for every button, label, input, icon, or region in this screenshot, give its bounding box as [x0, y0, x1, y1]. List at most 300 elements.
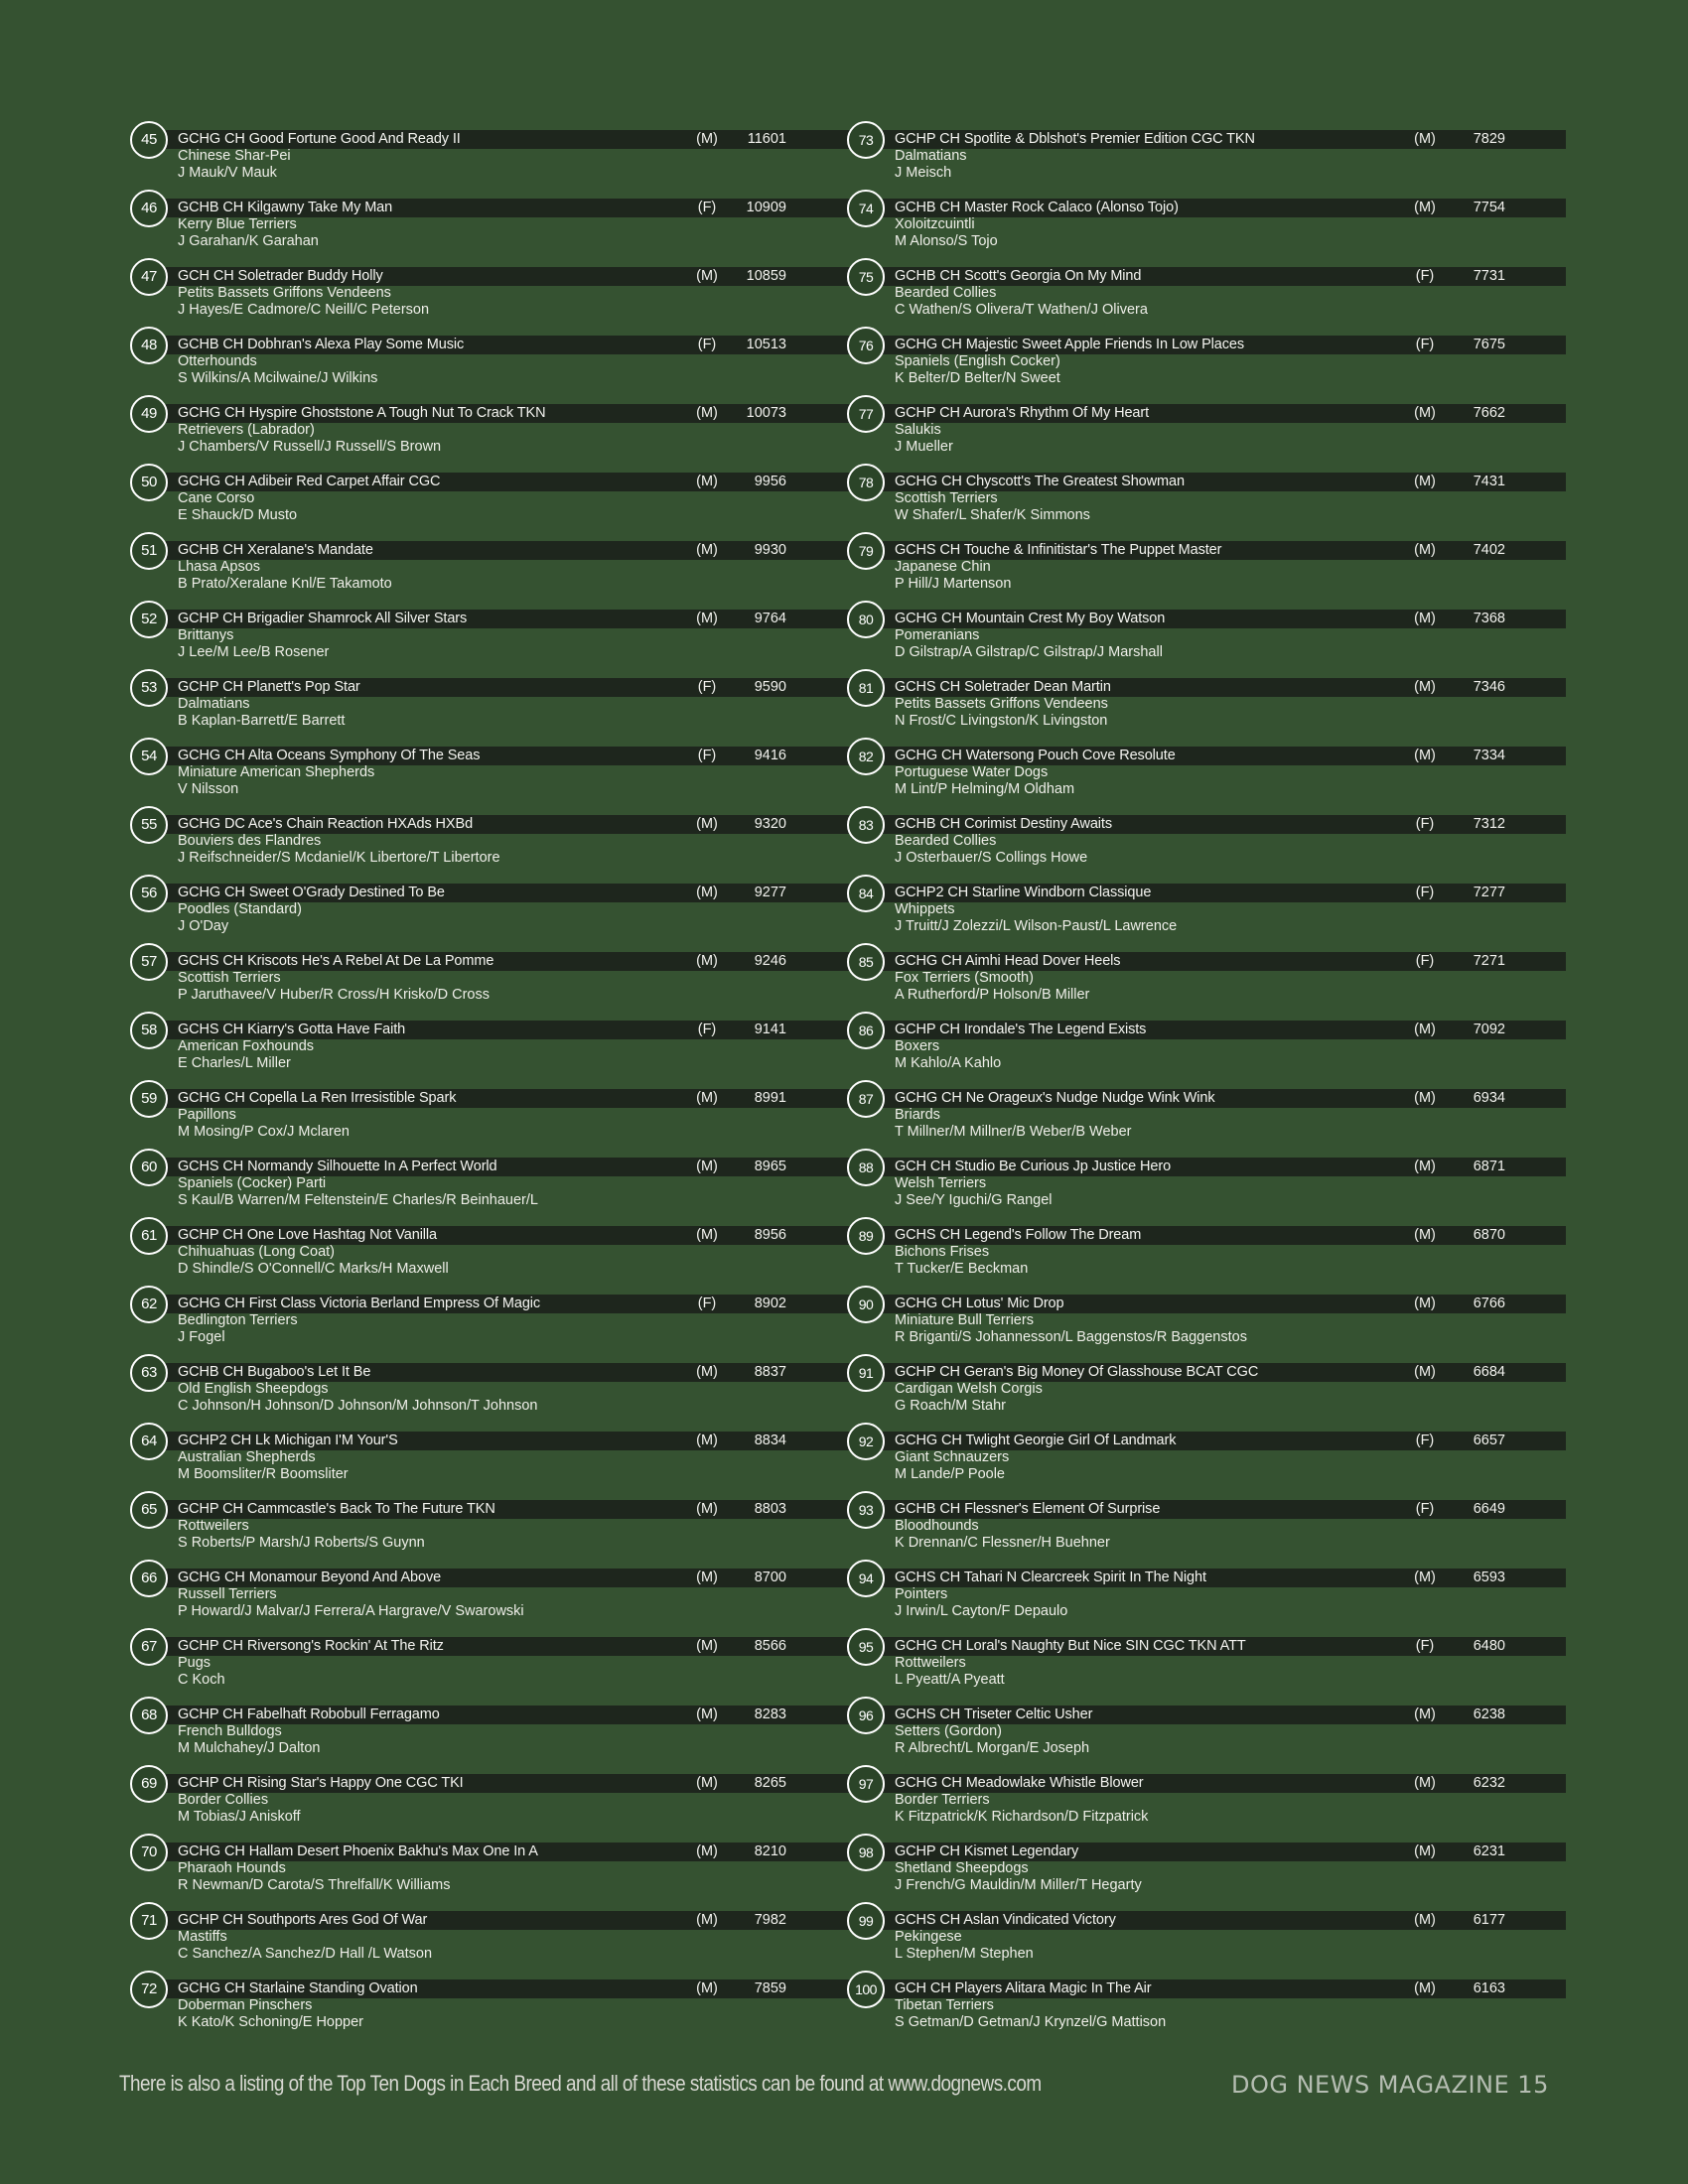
dog-name: GCHS CH Soletrader Dean Martin	[895, 679, 1111, 695]
dog-breed: Spaniels (English Cocker)	[895, 353, 1060, 369]
dog-owners: T Millner/M Millner/B Weber/B Weber	[895, 1124, 1132, 1140]
dog-name: GCHP2 CH Starline Windborn Classique	[895, 885, 1152, 900]
ranking-entry	[847, 395, 1582, 464]
dog-owners: J See/Y Iguchi/G Rangel	[895, 1192, 1053, 1208]
ranking-entry	[130, 1765, 865, 1834]
dog-sex: (M)	[696, 1364, 718, 1380]
points-value: 10909	[746, 200, 786, 215]
dog-owners: S Kaul/B Warren/M Feltenstein/E Charles/R Beinhauer/L	[178, 1192, 538, 1208]
dog-owners: T Tucker/E Beckman	[895, 1261, 1029, 1277]
dog-name: GCHP CH Rising Star's Happy One CGC TKI	[178, 1775, 464, 1791]
rank-badge: 48	[130, 327, 168, 364]
points-value: 7731	[1473, 268, 1505, 284]
rank-badge: 49	[130, 395, 168, 433]
rank-badge: 92	[847, 1423, 885, 1460]
dog-sex: (M)	[696, 611, 718, 626]
dog-breed: Rottweilers	[895, 1655, 966, 1671]
dog-sex: (M)	[1414, 405, 1436, 421]
ranking-entry	[847, 1834, 1582, 1902]
ranking-entry	[130, 121, 865, 190]
dog-breed: Welsh Terriers	[895, 1175, 987, 1191]
ranking-entry	[847, 1628, 1582, 1697]
dog-sex: (M)	[696, 268, 718, 284]
points-value: 8991	[754, 1090, 786, 1106]
dog-breed: Whippets	[895, 901, 955, 917]
ranking-entry	[847, 532, 1582, 601]
dog-breed: Chihuahuas (Long Coat)	[178, 1244, 335, 1260]
dog-breed: Otterhounds	[178, 353, 257, 369]
dog-breed: American Foxhounds	[178, 1038, 315, 1054]
dog-breed: Bearded Collies	[895, 285, 997, 301]
rank-badge: 91	[847, 1354, 885, 1392]
rank-badge: 86	[847, 1012, 885, 1049]
dog-name: GCHP CH Kismet Legendary	[895, 1843, 1079, 1859]
dog-name: GCHG DC Ace's Chain Reaction HXAds HXBd	[178, 816, 474, 832]
points-value: 9590	[754, 679, 786, 695]
dog-name: GCHG CH Watersong Pouch Cove Resolute	[895, 748, 1176, 763]
dog-owners: C Koch	[178, 1672, 225, 1688]
rank-badge: 63	[130, 1354, 168, 1392]
points-value: 7277	[1473, 885, 1505, 900]
dog-name: GCHP2 CH Lk Michigan I'M Your'S	[178, 1433, 398, 1448]
points-value: 6593	[1473, 1570, 1505, 1585]
ranking-entry	[130, 1080, 865, 1149]
dog-breed: Spaniels (Cocker) Parti	[178, 1175, 327, 1191]
rank-badge: 53	[130, 669, 168, 707]
points-value: 11601	[747, 131, 786, 147]
dog-sex: (M)	[1414, 200, 1436, 215]
points-value: 9246	[754, 953, 786, 969]
dog-sex: (F)	[1415, 953, 1435, 969]
dog-owners: C Sanchez/A Sanchez/D Hall /L Watson	[178, 1946, 433, 1962]
dog-sex: (M)	[1414, 1980, 1436, 1996]
dog-name: GCHP CH Planett's Pop Star	[178, 679, 360, 695]
dog-owners: L Pyeatt/A Pyeatt	[895, 1672, 1005, 1688]
dog-owners: P Howard/J Malvar/J Ferrera/A Hargrave/V Swarowski	[178, 1603, 524, 1619]
dog-sex: (M)	[696, 1980, 718, 1996]
ranking-entry	[847, 601, 1582, 669]
dog-sex: (M)	[696, 953, 718, 969]
dog-owners: V Nilsson	[178, 781, 239, 797]
dog-sex: (M)	[696, 1090, 718, 1106]
ranking-entry	[847, 1971, 1582, 2039]
dog-sex: (M)	[696, 131, 718, 147]
dog-breed: Russell Terriers	[178, 1586, 277, 1602]
dog-breed: Portuguese Water Dogs	[895, 764, 1049, 780]
ranking-entry	[847, 1423, 1582, 1491]
rank-badge: 88	[847, 1149, 885, 1186]
dog-owners: P Hill/J Martenson	[895, 576, 1012, 592]
ranking-entry	[130, 1491, 865, 1560]
dog-owners: J Irwin/L Cayton/F Depaulo	[895, 1603, 1068, 1619]
ranking-entry	[847, 1286, 1582, 1354]
rank-badge: 52	[130, 601, 168, 638]
ranking-entry	[847, 327, 1582, 395]
dog-sex: (M)	[1414, 748, 1436, 763]
points-value: 10073	[746, 405, 786, 421]
ranking-entry	[847, 464, 1582, 532]
dog-sex: (M)	[1414, 1090, 1436, 1106]
points-value: 6766	[1473, 1296, 1505, 1311]
dog-sex: (M)	[696, 1159, 718, 1174]
points-value: 6231	[1473, 1843, 1505, 1859]
ranking-entry	[130, 532, 865, 601]
ranking-entry	[130, 327, 865, 395]
rank-badge: 95	[847, 1628, 885, 1666]
rank-badge: 71	[130, 1902, 168, 1940]
dog-sex: (F)	[1415, 1501, 1435, 1517]
dog-sex: (M)	[696, 1775, 718, 1791]
dog-owners: J Meisch	[895, 165, 952, 181]
rank-badge: 50	[130, 464, 168, 501]
ranking-entry	[130, 875, 865, 943]
rank-badge: 82	[847, 738, 885, 775]
rank-badge: 70	[130, 1834, 168, 1871]
rank-badge: 62	[130, 1286, 168, 1323]
dog-breed: Poodles (Standard)	[178, 901, 302, 917]
ranking-entry	[847, 1012, 1582, 1080]
dog-breed: Border Terriers	[895, 1792, 990, 1808]
dog-owners: M Lint/P Helming/M Oldham	[895, 781, 1075, 797]
dog-name: GCHG CH Alta Oceans Symphony Of The Seas	[178, 748, 481, 763]
rank-badge: 77	[847, 395, 885, 433]
dog-owners: C Wathen/S Olivera/T Wathen/J Olivera	[895, 302, 1148, 318]
footer-note: There is also a listing of the Top Ten Dogs in Each Breed and all of these statistics can be found at www.dognews.com	[119, 2071, 1042, 2096]
points-value: 7829	[1473, 131, 1505, 147]
dog-breed: Cane Corso	[178, 490, 255, 506]
dog-breed: Pomeranians	[895, 627, 980, 643]
rank-badge: 78	[847, 464, 885, 501]
ranking-entry	[130, 1012, 865, 1080]
dog-owners: N Frost/C Livingston/K Livingston	[895, 713, 1108, 729]
rank-badge: 74	[847, 190, 885, 227]
dog-breed: Pugs	[178, 1655, 211, 1671]
dog-name: GCHG CH First Class Victoria Berland Empress Of Magic	[178, 1296, 541, 1311]
points-value: 7402	[1473, 542, 1505, 558]
dog-name: GCHS CH Legend's Follow The Dream	[895, 1227, 1142, 1243]
dog-name: GCHG CH Sweet O'Grady Destined To Be	[178, 885, 445, 900]
ranking-entry	[847, 1560, 1582, 1628]
dog-name: GCHG CH Meadowlake Whistle Blower	[895, 1775, 1144, 1791]
ranking-entry	[847, 1354, 1582, 1423]
dog-breed: Doberman Pinschers	[178, 1997, 313, 2013]
dog-name: GCH CH Soletrader Buddy Holly	[178, 268, 383, 284]
dog-owners: R Albrecht/L Morgan/E Joseph	[895, 1740, 1090, 1756]
dog-owners: M Tobias/J Aniskoff	[178, 1809, 301, 1825]
dog-name: GCHP CH Spotlite & Dblshot's Premier Edition CGC TKN	[895, 131, 1255, 147]
rank-badge: 85	[847, 943, 885, 981]
points-value: 6480	[1473, 1638, 1505, 1654]
dog-name: GCHG CH Loral's Naughty But Nice SIN CGC TKN ATT	[895, 1638, 1246, 1654]
dog-name: GCHB CH Bugaboo's Let It Be	[178, 1364, 371, 1380]
dog-owners: R Newman/D Carota/S Threlfall/K Williams	[178, 1877, 451, 1893]
points-value: 7675	[1473, 337, 1505, 352]
dog-sex: (M)	[696, 405, 718, 421]
dog-sex: (M)	[1414, 1159, 1436, 1174]
dog-sex: (F)	[1415, 337, 1435, 352]
dog-name: GCHP CH Geran's Big Money Of Glasshouse BCAT CGC	[895, 1364, 1259, 1380]
dog-owners: S Wilkins/A Mcilwaine/J Wilkins	[178, 370, 378, 386]
dog-owners: B Kaplan-Barrett/E Barrett	[178, 713, 346, 729]
dog-breed: French Bulldogs	[178, 1723, 282, 1739]
dog-breed: Tibetan Terriers	[895, 1997, 994, 2013]
dog-sex: (M)	[1414, 1364, 1436, 1380]
rank-badge: 76	[847, 327, 885, 364]
dog-owners: M Kahlo/A Kahlo	[895, 1055, 1002, 1071]
points-value: 7431	[1473, 474, 1505, 489]
ranking-entry	[847, 1491, 1582, 1560]
dog-owners: S Roberts/P Marsh/J Roberts/S Guynn	[178, 1535, 425, 1551]
dog-name: GCHS CH Aslan Vindicated Victory	[895, 1912, 1116, 1928]
points-value: 8210	[754, 1843, 786, 1859]
rank-badge: 47	[130, 258, 168, 296]
dog-owners: P Jaruthavee/V Huber/R Cross/H Krisko/D Cross	[178, 987, 491, 1003]
rank-badge: 79	[847, 532, 885, 570]
rank-badge: 69	[130, 1765, 168, 1803]
ranking-entry	[130, 1697, 865, 1765]
dog-owners: J Chambers/V Russell/J Russell/S Brown	[178, 439, 442, 455]
ranking-entry	[130, 1423, 865, 1491]
dog-breed: Old English Sheepdogs	[178, 1381, 329, 1397]
ranking-entry	[130, 669, 865, 738]
dog-name: GCHG CH Chyscott's The Greatest Showman	[895, 474, 1185, 489]
rank-badge: 97	[847, 1765, 885, 1803]
rank-badge: 68	[130, 1697, 168, 1734]
dog-name: GCHB CH Master Rock Calaco (Alonso Tojo)	[895, 200, 1179, 215]
points-value: 9320	[754, 816, 786, 832]
points-value: 7754	[1473, 200, 1505, 215]
ranking-entry	[130, 190, 865, 258]
dog-name: GCHP CH One Love Hashtag Not Vanilla	[178, 1227, 438, 1243]
dog-name: GCH CH Players Alitara Magic In The Air	[895, 1980, 1152, 1996]
points-value: 9277	[754, 885, 786, 900]
dog-name: GCHG CH Aimhi Head Dover Heels	[895, 953, 1121, 969]
ranking-entry	[130, 1149, 865, 1217]
dog-sex: (M)	[696, 1501, 718, 1517]
dog-name: GCHB CH Corimist Destiny Awaits	[895, 816, 1113, 832]
dog-owners: M Mosing/P Cox/J Mclaren	[178, 1124, 350, 1140]
rank-badge: 59	[130, 1080, 168, 1118]
points-value: 6684	[1473, 1364, 1505, 1380]
points-value: 7334	[1473, 748, 1505, 763]
rank-badge: 60	[130, 1149, 168, 1186]
rank-badge: 64	[130, 1423, 168, 1460]
dog-name: GCHG CH Copella La Ren Irresistible Spark	[178, 1090, 457, 1106]
dog-breed: Pointers	[895, 1586, 948, 1602]
rank-badge: 96	[847, 1697, 885, 1734]
points-value: 9416	[754, 748, 786, 763]
points-value: 6657	[1473, 1433, 1505, 1448]
dog-breed: Retrievers (Labrador)	[178, 422, 315, 438]
points-value: 6177	[1473, 1912, 1505, 1928]
dog-name: GCHP CH Fabelhaft Robobull Ferragamo	[178, 1706, 440, 1722]
dog-breed: Scottish Terriers	[178, 970, 281, 986]
dog-name: GCHG CH Twlight Georgie Girl Of Landmark	[895, 1433, 1177, 1448]
dog-breed: Brittanys	[178, 627, 234, 643]
dog-owners: M Lande/P Poole	[895, 1466, 1005, 1482]
dog-name: GCHP CH Cammcastle's Back To The Future TKN	[178, 1501, 495, 1517]
rank-badge: 83	[847, 806, 885, 844]
points-value: 6232	[1473, 1775, 1505, 1791]
dog-sex: (M)	[696, 1227, 718, 1243]
dog-breed: Petits Bassets Griffons Vendeens	[895, 696, 1108, 712]
dog-owners: M Alonso/S Tojo	[895, 233, 998, 249]
rank-badge: 100	[847, 1971, 885, 2008]
dog-owners: A Rutherford/P Holson/B Miller	[895, 987, 1090, 1003]
dog-breed: Pharaoh Hounds	[178, 1860, 286, 1876]
dog-breed: Bouviers des Flandres	[178, 833, 322, 849]
points-value: 8283	[754, 1706, 786, 1722]
dog-sex: (M)	[696, 1638, 718, 1654]
ranking-entry	[130, 1286, 865, 1354]
dog-sex: (M)	[696, 1706, 718, 1722]
rank-badge: 45	[130, 121, 168, 159]
rank-badge: 99	[847, 1902, 885, 1940]
dog-name: GCHB CH Dobhran's Alexa Play Some Music	[178, 337, 465, 352]
ranking-entry	[130, 738, 865, 806]
dog-breed: Papillons	[178, 1107, 236, 1123]
dog-owners: K Kato/K Schoning/E Hopper	[178, 2014, 364, 2030]
points-value: 8902	[754, 1296, 786, 1311]
points-value: 6870	[1473, 1227, 1505, 1243]
dog-sex: (M)	[1414, 1227, 1436, 1243]
dog-owners: J Mauk/V Mauk	[178, 165, 277, 181]
dog-breed: Lhasa Apsos	[178, 559, 261, 575]
dog-sex: (M)	[1414, 474, 1436, 489]
rank-badge: 72	[130, 1971, 168, 2008]
dog-owners: J Osterbauer/S Collings Howe	[895, 850, 1088, 866]
dog-owners: D Gilstrap/A Gilstrap/C Gilstrap/J Marshall	[895, 644, 1163, 660]
dog-breed: Boxers	[895, 1038, 940, 1054]
points-value: 6871	[1473, 1159, 1505, 1174]
dog-breed: Bearded Collies	[895, 833, 997, 849]
dog-name: GCHB CH Flessner's Element Of Surprise	[895, 1501, 1161, 1517]
rank-badge: 66	[130, 1560, 168, 1597]
dog-breed: Miniature Bull Terriers	[895, 1312, 1034, 1328]
dog-name: GCHG CH Good Fortune Good And Ready II	[178, 131, 461, 147]
points-value: 8837	[754, 1364, 786, 1380]
dog-name: GCH CH Studio Be Curious Jp Justice Hero	[895, 1159, 1172, 1174]
dog-breed: Pekingese	[895, 1929, 962, 1945]
dog-breed: Kerry Blue Terriers	[178, 216, 297, 232]
ranking-entry	[847, 1080, 1582, 1149]
points-value: 7092	[1473, 1022, 1505, 1037]
points-value: 7271	[1473, 953, 1505, 969]
dog-sex: (M)	[696, 542, 718, 558]
ranking-entry	[130, 1354, 865, 1423]
dog-breed: Mastiffs	[178, 1929, 227, 1945]
dog-sex: (F)	[697, 748, 717, 763]
rank-badge: 98	[847, 1834, 885, 1871]
ranking-entry	[847, 121, 1582, 190]
dog-sex: (M)	[1414, 679, 1436, 695]
ranking-entry	[847, 1765, 1582, 1834]
dog-breed: Dalmatians	[178, 696, 250, 712]
dog-owners: K Fitzpatrick/K Richardson/D Fitzpatrick	[895, 1809, 1149, 1825]
dog-owners: J Garahan/K Garahan	[178, 233, 319, 249]
rank-badge: 56	[130, 875, 168, 912]
dog-name: GCHG CH Ne Orageux's Nudge Nudge Wink Wink	[895, 1090, 1215, 1106]
rank-badge: 90	[847, 1286, 885, 1323]
rank-badge: 46	[130, 190, 168, 227]
rank-badge: 65	[130, 1491, 168, 1529]
rank-badge: 89	[847, 1217, 885, 1255]
dog-name: GCHS CH Kriscots He's A Rebel At De La Pomme	[178, 953, 494, 969]
ranking-entry	[130, 464, 865, 532]
dog-sex: (F)	[1415, 1638, 1435, 1654]
dog-sex: (M)	[1414, 1843, 1436, 1859]
dog-owners: G Roach/M Stahr	[895, 1398, 1007, 1414]
dog-sex: (F)	[697, 1296, 717, 1311]
dog-owners: J Hayes/E Cadmore/C Neill/C Peterson	[178, 302, 430, 318]
dog-owners: S Getman/D Getman/J Krynzel/G Mattison	[895, 2014, 1167, 2030]
ranking-entry	[847, 1697, 1582, 1765]
dog-breed: Chinese Shar-Pei	[178, 148, 291, 164]
points-value: 8803	[754, 1501, 786, 1517]
ranking-entry	[847, 1149, 1582, 1217]
ranking-entry	[847, 1902, 1582, 1971]
points-value: 8834	[754, 1433, 786, 1448]
dog-name: GCHB CH Kilgawny Take My Man	[178, 200, 393, 215]
ranking-entry	[847, 806, 1582, 875]
dog-sex: (F)	[1415, 268, 1435, 284]
dog-name: GCHG CH Monamour Beyond And Above	[178, 1570, 442, 1585]
dog-name: GCHG CH Majestic Sweet Apple Friends In Low Places	[895, 337, 1244, 352]
dog-sex: (F)	[697, 679, 717, 695]
dog-owners: W Shafer/L Shafer/K Simmons	[895, 507, 1090, 523]
dog-name: GCHP CH Southports Ares God Of War	[178, 1912, 428, 1928]
ranking-entry	[130, 1560, 865, 1628]
ranking-entry	[130, 943, 865, 1012]
dog-owners: J Truitt/J Zolezzi/L Wilson-Paust/L Lawrence	[895, 918, 1178, 934]
points-value: 8265	[754, 1775, 786, 1791]
dog-name: GCHP CH Aurora's Rhythm Of My Heart	[895, 405, 1150, 421]
dog-sex: (F)	[697, 337, 717, 352]
points-value: 9956	[754, 474, 786, 489]
rank-badge: 61	[130, 1217, 168, 1255]
ranking-entry	[130, 1217, 865, 1286]
dog-owners: J Mueller	[895, 439, 953, 455]
dog-breed: Salukis	[895, 422, 941, 438]
dog-name: GCHB CH Xeralane's Mandate	[178, 542, 373, 558]
points-value: 7346	[1473, 679, 1505, 695]
ranking-entry	[847, 190, 1582, 258]
points-value: 7368	[1473, 611, 1505, 626]
ranking-entry	[130, 601, 865, 669]
points-value: 6238	[1473, 1706, 1505, 1722]
dog-sex: (M)	[1414, 1912, 1436, 1928]
dog-sex: (M)	[696, 1433, 718, 1448]
rank-badge: 51	[130, 532, 168, 570]
dog-owners: D Shindle/S O'Connell/C Marks/H Maxwell	[178, 1261, 449, 1277]
dog-breed: Australian Shepherds	[178, 1449, 316, 1465]
dog-breed: Japanese Chin	[895, 559, 991, 575]
dog-sex: (F)	[697, 200, 717, 215]
dog-sex: (M)	[1414, 1570, 1436, 1585]
dog-sex: (F)	[697, 1022, 717, 1037]
dog-sex: (M)	[696, 885, 718, 900]
dog-name: GCHS CH Kiarry's Gotta Have Faith	[178, 1022, 406, 1037]
dog-sex: (M)	[1414, 131, 1436, 147]
rank-badge: 73	[847, 121, 885, 159]
dog-owners: B Prato/Xeralane Knl/E Takamoto	[178, 576, 392, 592]
dog-owners: E Charles/L Miller	[178, 1055, 291, 1071]
points-value: 7662	[1473, 405, 1505, 421]
points-value: 7859	[754, 1980, 786, 1996]
ranking-entry	[130, 1834, 865, 1902]
dog-sex: (M)	[1414, 1706, 1436, 1722]
dog-name: GCHS CH Tahari N Clearcreek Spirit In The Night	[895, 1570, 1206, 1585]
